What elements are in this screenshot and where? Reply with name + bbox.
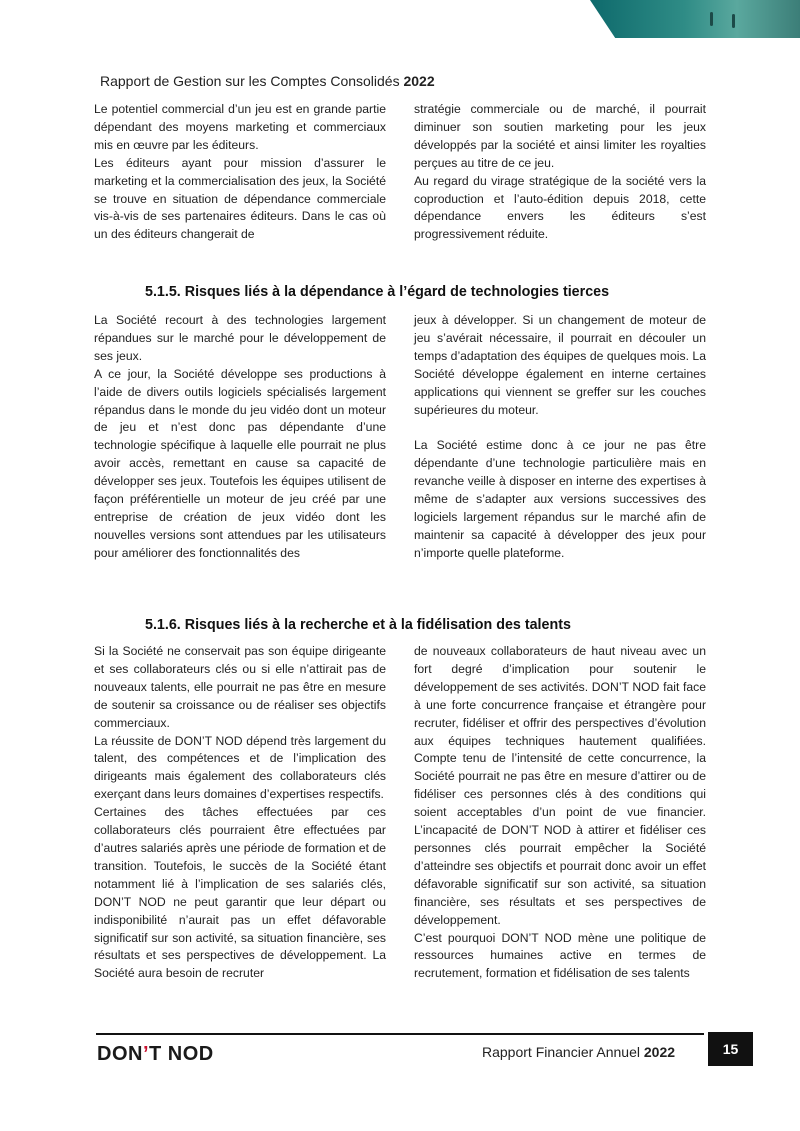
section-515-right-column: [414, 312, 706, 563]
section-515-left-column: [94, 312, 386, 563]
paragraph: de nouveaux collaborateurs de haut niveau avec un fort degré d’implication pour soutenir le développement de ses activités. DON’T NOD fait face à une forte concurrence française et étrangère pour recruter, fidéliser et offrir des perspectives d’évolution aux équipes techniques hautement qualifiées. Compte tenu de l’intensité de cette concurrence, la Société pourrait ne pas être en mesure d’attirer ou de fidéliser ces personnes clés à des conditions qui soient acceptables d’un point de vue financier. L’incapacité de DON’T NOD à attirer et fidéliser ces personnes clés pourrait empêcher la Société d’atteindre ses objectifs et pourrait donc avoir un effet défavorable significatif sur son activité, sa situation financière, ses résultats et ses perspectives de développement.: [414, 644, 706, 927]
paragraph: Les éditeurs ayant pour mission d’assurer le marketing et la commercialisation des jeux, la Société se trouve en situation de dépendance commerciale vis-à-vis de ses partenaires éditeurs. Dans le cas où un des éditeurs changerait de: [94, 155, 386, 242]
running-header-title: Rapport de Gestion sur les Comptes Consolidés: [100, 73, 400, 89]
paragraph: La réussite de DON’T NOD dépend très largement du talent, des compétences et de l’implication des dirigeants mais également des collaborateurs clés exerçant dans leurs domaines d’expertises respectifs.: [94, 733, 386, 802]
paragraph: jeux à développer. Si un changement de moteur de jeu s’avérait nécessaire, il pourrait en découler un temps d’adaptation des équipes de quelques mois. La Société développe également en interne certaines applications qui viennent se greffer sur les couches supérieures du moteur.: [414, 313, 706, 417]
paragraph-gap: [414, 419, 706, 437]
figure-silhouette-icon: [710, 12, 713, 26]
section-516-right-column: [414, 643, 706, 983]
section-515-body: [94, 312, 706, 563]
section-516-body: [94, 643, 706, 983]
paragraph: Le potentiel commercial d’un jeu est en grande partie dépendant des moyens marketing et commerciaux mis en œuvre par les éditeurs.: [94, 102, 386, 152]
running-header-year: 2022: [403, 73, 435, 89]
paragraph: stratégie commerciale ou de marché, il pourrait diminuer son soutien marketing pour les jeux développés par la société et ainsi limiter les royalties perçues au titre de ce jeu.: [414, 102, 706, 170]
paragraph: Si la Société ne conservait pas son équipe dirigeante et ses collaborateurs clés ou si elle n’attirait pas de nouveaux talents, elle pourrait ne pas être en mesure de soutenir sa croissance ou de réaliser ses objectifs commerciaux.: [94, 644, 386, 730]
intro-section: [94, 101, 706, 244]
paragraph: Certaines des tâches effectuées par ces collaborateurs clés pourraient être effectuées par d’autres salariés après une période de formation et de transition. Toutefois, le succès de la Société étant notamment lié à l’implication de ses salariés clés, DON’T NOD ne peut garantir que leur départ ou indisponibilité n’aurait pas un effet défavorable significatif sur son activité, sa situation financière, ses résultats et ses perspectives de développement. La Société aura besoin de recruter: [94, 805, 387, 981]
paragraph: C’est pourquoi DON’T NOD mène une politique de ressources humaines active en termes de recrutement, formation et fidélisation de ses talents: [414, 930, 706, 981]
figure-silhouette-icon: [732, 14, 735, 28]
paragraph: Au regard du virage stratégique de la société vers la coproduction et l’auto-édition depuis 2018, cette dépendance envers les éditeurs s’est progressivement réduite.: [414, 173, 706, 242]
footer-divider: [96, 1033, 704, 1035]
running-header: [100, 73, 435, 89]
intro-left-column: [94, 101, 386, 244]
dontnod-logo: DON’T NOD: [97, 1043, 214, 1065]
section-heading-516: 5.1.6. Risques liés à la recherche et à la fidélisation des talents: [145, 617, 571, 633]
paragraph: A ce jour, la Société développe ses productions à l’aide de divers outils logiciels spécialisés largement répandus dans le monde du jeu vidéo dont un moteur de jeu et n’est donc pas dépendante d’une technologie spécifique à laquelle elle pourrait ne plus avoir accès, remettant en cause sa capacité de développer ses jeux. Toutefois les équipes utilisent de façon préférentielle un moteur de jeu créé par une entreprise de création de jeux vidéo dont les nouvelles versions sont attendues par les utilisateurs pour améliorer des fonctionnalités des: [94, 366, 386, 560]
paragraph: La Société estime donc à ce jour ne pas être dépendante d’une technologie particulière mais en revanche veille à disposer en interne des expertises à même de s’adapter aux versions successives des logiciels largement répandus sur le marché afin de maintenir sa capacité à développer des jeux pour n’importe quelle plateforme.: [414, 438, 706, 560]
section-heading-515: 5.1.5. Risques liés à la dépendance à l’égard de technologies tierces: [145, 284, 610, 300]
intro-right-column: [414, 101, 706, 244]
footer-title: Rapport Financier Annuel 2022: [482, 1044, 676, 1060]
section-516-left-column: [94, 643, 386, 983]
paragraph: La Société recourt à des technologies largement répandues sur le marché pour le développement de ses jeux.: [94, 313, 386, 363]
page-number: 15: [708, 1032, 753, 1066]
header-corner-artwork: [590, 0, 800, 38]
